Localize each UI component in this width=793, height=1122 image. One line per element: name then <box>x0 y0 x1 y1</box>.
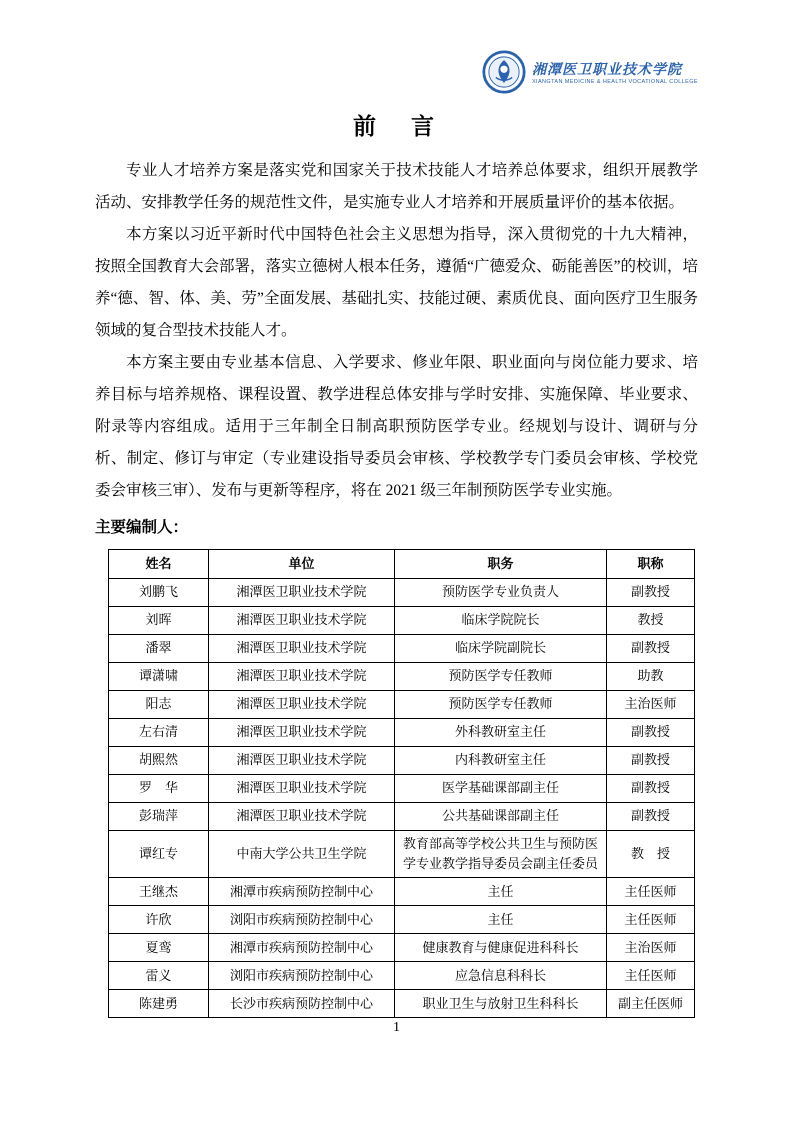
title-cell: 主任医师 <box>607 962 695 990</box>
name-cell: 潘翠 <box>109 635 209 663</box>
name-cell: 左右清 <box>109 719 209 747</box>
name-cell: 彭瑞萍 <box>109 803 209 831</box>
name-cell: 夏鸾 <box>109 934 209 962</box>
name-cell: 胡熙然 <box>109 747 209 775</box>
unit-cell: 湘潭医卫职业技术学院 <box>209 719 395 747</box>
title-cell: 主任医师 <box>607 906 695 934</box>
table-row <box>109 607 695 635</box>
title-cell: 助教 <box>607 663 695 691</box>
unit-cell: 湘潭医卫职业技术学院 <box>209 803 395 831</box>
column-header: 单位 <box>209 550 395 579</box>
table-row <box>109 775 695 803</box>
college-name-english: XIANGTAN MEDICINE & HEALTH VOCATIONAL COLLEGE <box>531 79 698 86</box>
page-number: 1 <box>393 1020 400 1035</box>
title-cell: 教 授 <box>607 831 695 878</box>
column-header: 职称 <box>607 550 695 579</box>
title-cell: 主任医师 <box>607 878 695 906</box>
name-cell: 王继杰 <box>109 878 209 906</box>
preface-paragraph-3: 本方案主要由专业基本信息、入学要求、修业年限、职业面向与岗位能力要求、培养目标与培养规格、课程设置、教学进程总体安排与学时安排、实施保障、毕业要求、附录等内容组成。适用于三年制全日制高职预防医学专业。经规划与设计、调研与分析、制定、修订与审定（专业建设指导委员会审核、学校教学专门委员会审核、学校党委会审核三审）、发布与更新等程序，将在 2021 级三年制预防医学专业实施。 <box>95 354 698 499</box>
position-cell: 临床学院副院长 <box>395 635 607 663</box>
table-row <box>109 878 695 906</box>
unit-cell: 湘潭市疾病预防控制中心 <box>209 934 395 962</box>
name-cell: 陈建勇 <box>109 990 209 1018</box>
column-header: 职务 <box>395 550 607 579</box>
position-cell: 职业卫生与放射卫生科科长 <box>395 990 607 1018</box>
name-cell: 谭潇啸 <box>109 663 209 691</box>
table-row <box>109 962 695 990</box>
preface-body <box>95 155 698 507</box>
unit-cell: 长沙市疾病预防控制中心 <box>209 990 395 1018</box>
position-cell: 主任 <box>395 878 607 906</box>
unit-cell: 浏阳市疾病预防控制中心 <box>209 962 395 990</box>
unit-cell: 浏阳市疾病预防控制中心 <box>209 906 395 934</box>
preface-paragraph-2: 本方案以习近平新时代中国特色社会主义思想为指导，深入贯彻党的十九大精神，按照全国教育大会部署，落实立德树人根本任务，遵循“广德爱众、砺能善医”的校训，培养“德、智、体、美、劳”全面发展、基础扎实、技能过硬、素质优良、面向医疗卫生服务领域的复合型技术技能人才。 <box>95 226 698 339</box>
unit-cell: 湘潭医卫职业技术学院 <box>209 775 395 803</box>
unit-cell: 湘潭医卫职业技术学院 <box>209 691 395 719</box>
name-cell: 刘鹏飞 <box>109 579 209 607</box>
table-row <box>109 747 695 775</box>
compilers-table <box>108 549 695 1018</box>
name-cell: 阳志 <box>109 691 209 719</box>
position-cell: 公共基础课部副主任 <box>395 803 607 831</box>
preface-paragraph-1: 专业人才培养方案是落实党和国家关于技术技能人才培养总体要求，组织开展教学活动、安排教学任务的规范性文件，是实施专业人才培养和开展质量评价的基本依据。 <box>95 162 698 211</box>
unit-cell: 湘潭医卫职业技术学院 <box>209 579 395 607</box>
table-row <box>109 934 695 962</box>
college-emblem-icon <box>482 50 526 99</box>
header <box>95 50 698 98</box>
unit-cell: 中南大学公共卫生学院 <box>209 831 395 878</box>
table-row <box>109 906 695 934</box>
name-cell: 谭红专 <box>109 831 209 878</box>
table-row <box>109 635 695 663</box>
name-cell: 许欣 <box>109 906 209 934</box>
position-cell: 外科教研室主任 <box>395 719 607 747</box>
unit-cell: 湘潭医卫职业技术学院 <box>209 663 395 691</box>
name-cell: 罗 华 <box>109 775 209 803</box>
table-row <box>109 579 695 607</box>
table-row <box>109 831 695 878</box>
position-cell: 内科教研室主任 <box>395 747 607 775</box>
college-name-block <box>532 63 698 86</box>
title-cell: 副教授 <box>607 747 695 775</box>
title-cell: 主治医师 <box>607 934 695 962</box>
title-cell: 副教授 <box>607 775 695 803</box>
page-title: 前 言 <box>353 113 440 139</box>
table-row <box>109 663 695 691</box>
title-cell: 副教授 <box>607 635 695 663</box>
position-cell: 教育部高等学校公共卫生与预防医学专业教学指导委员会副主任委员 <box>395 831 607 878</box>
table-row <box>109 719 695 747</box>
title-cell: 主治医师 <box>607 691 695 719</box>
college-logo <box>482 50 698 99</box>
title-cell: 副教授 <box>607 803 695 831</box>
college-name-chinese: 湘潭医卫职业技术学院 <box>531 62 682 78</box>
name-cell: 雷义 <box>109 962 209 990</box>
compilers-label: 主要编制人： <box>95 519 189 536</box>
unit-cell: 湘潭医卫职业技术学院 <box>209 635 395 663</box>
position-cell: 预防医学专任教师 <box>395 663 607 691</box>
position-cell: 医学基础课部副主任 <box>395 775 607 803</box>
unit-cell: 湘潭医卫职业技术学院 <box>209 607 395 635</box>
title-cell: 教授 <box>607 607 695 635</box>
table-row <box>109 990 695 1018</box>
table-header-row <box>109 550 695 579</box>
title-cell: 副教授 <box>607 579 695 607</box>
unit-cell: 湘潭医卫职业技术学院 <box>209 747 395 775</box>
table-row <box>109 691 695 719</box>
position-cell: 预防医学专任教师 <box>395 691 607 719</box>
position-cell: 应急信息科科长 <box>395 962 607 990</box>
title-cell: 副教授 <box>607 719 695 747</box>
position-cell: 临床学院院长 <box>395 607 607 635</box>
position-cell: 预防医学专业负责人 <box>395 579 607 607</box>
position-cell: 健康教育与健康促进科科长 <box>395 934 607 962</box>
unit-cell: 湘潭市疾病预防控制中心 <box>209 878 395 906</box>
column-header: 姓名 <box>109 550 209 579</box>
title-cell: 副主任医师 <box>607 990 695 1018</box>
name-cell: 刘晖 <box>109 607 209 635</box>
table-row <box>109 803 695 831</box>
position-cell: 主任 <box>395 906 607 934</box>
